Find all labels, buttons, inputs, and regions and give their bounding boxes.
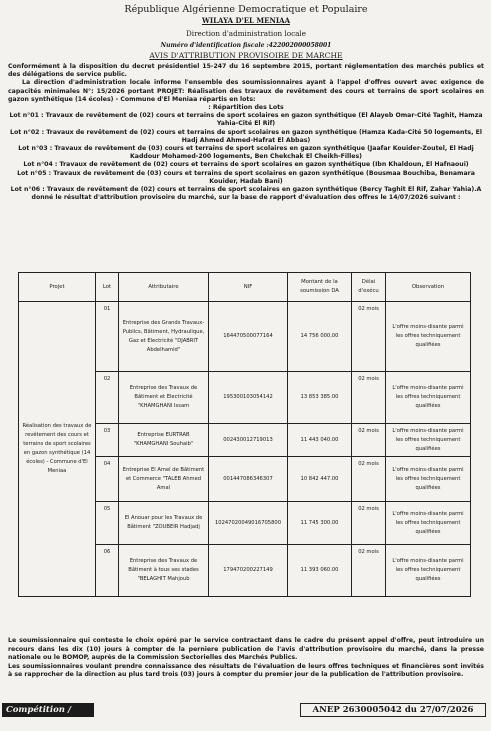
attributaire-cell: Entreprise des Travaux de Bâtiment et Electricité "KHAMGHANI Issam [119, 372, 209, 424]
attributaire-cell: Entreprise des Travaux de Bâtiment à tous ses stades "BELAGHIT Mahjoub [119, 545, 209, 597]
header-attributaire: Attributaire [119, 273, 209, 302]
attributaire-cell: Entreprise des Grands Travaux-Publics, Bâtiment, Hydraulique, Gaz et Electricité "DJABRIT Abdelhamid" [119, 302, 209, 372]
intro-paragraph-2: La direction d'administration locale informe l'ensemble des soumissionnaires ayant à l'appel d'offres ouvert avec exigence de capacités minimales N°: 15/2026 portant PROJET: Réalisation des travaux de revêtement des cours et terrains de sport scolaires en gazon synthétique (14 écoles) - Commune d'El Meniaa répartis en lots: [8, 79, 484, 103]
observation-cell: L'offre moins-disante parmi les offres techniquement qualifiées [386, 502, 471, 545]
intro-paragraph-1: Conformément à la disposition du decret présidentiel 15-247 du 16 septembre 2015, portant réglementation des marchés publics et des délégations de service public. [8, 63, 484, 79]
header-montant: Montant de la soumission DA [288, 273, 352, 302]
observation-cell: L'offre moins-disante parmi les offres techniquement qualifiées [386, 457, 471, 502]
montant-cell: 10 842 447.00 [288, 457, 352, 502]
attributaire-cell: Entreprise EURTRAB "KHAMGHANI Souhaib" [119, 424, 209, 457]
observation-cell: L'offre moins-disante parmi les offres techniquement qualifiées [386, 545, 471, 597]
nif-cell: 179470200227149 [209, 545, 288, 597]
observation-cell: L'offre moins-disante parmi les offres techniquement qualifiées [386, 424, 471, 457]
lot-item: Lot n°04 : Travaux de revêtement de (02) cours et terrains de sport scolaires en gazon synthétique (Ibn Khaldoun, El Hafnaoui) [23, 161, 469, 169]
montant-cell: 13 853 385.00 [288, 372, 352, 424]
direction-name: Direction d'administration locale [186, 29, 306, 38]
nif-cell: 10247020049016705800 [209, 502, 288, 545]
attribution-table [18, 272, 471, 597]
lot-item: Lot n°05 : Travaux de revêtement de (03) cours et terrains de sport scolaires en gazon synthétique (Bousmaa Bouchiba, Benamara Kouider, Hadab Bani) [17, 169, 475, 185]
lot-item: Lot n°01 : Travaux de revêtement de (02) cours et terrains de sport scolaires en gazon synthétique (El Alayeb Omar-Cité Taghit, Hamza Yahia-Cité El Rif) [9, 112, 483, 128]
attributaire-cell: Entreprise El Amel de Bâtiment et Commerce "TALEB Ahmed Amal [119, 457, 209, 502]
delai-cell: 02 mois [352, 424, 386, 457]
notice-title: AVIS D'ATTRIBUTION PROVISOIRE DE MARCHE [149, 51, 343, 60]
footer-paragraph-2: Les soumissionnaires voulant prendre connaissance des résultats de l'évaluation de leurs offres techniques et financières sont invités à se rapprocher de la direction au plus tard trois (03) jours à compter du premier jour de la publication de l'attribution provisoire. [8, 662, 484, 679]
nif-cell: 164470500077164 [209, 302, 288, 372]
header-nif: NIF [209, 273, 288, 302]
observation-cell: L'offre moins-disante parmi les offres techniquement qualifiées [386, 302, 471, 372]
lot-cell: 03 [96, 424, 119, 457]
footer-section [8, 637, 484, 680]
anep-reference: ANEP 2630005042 du 27/07/2026 [300, 703, 486, 717]
republic-title: République Algérienne Democratique et Populaire [124, 4, 368, 15]
delai-cell: 02 mois [352, 457, 386, 502]
lot-cell: 05 [96, 502, 119, 545]
notice-page [8, 4, 484, 202]
header-observation: Observation [386, 273, 471, 302]
footer-paragraph-1: Le soumissionnaire qui conteste le choix opéré par le service contractant dans le cadre du présent appel d'offre, peut introduire un recours dans les dix (10) jours à compter de la perniere publication de l'avis d'attribution provisoire du marché, dans la presse nationale ou le BOMOP, auprès de la Commission Sectorielles des Marchés Publics. [8, 637, 484, 662]
fiscal-id: Numéro d'identification fiscale :422002000058001 [160, 42, 332, 49]
header-lot: Lot [96, 273, 119, 302]
publication-tag: Compétition / PUB [2, 703, 94, 717]
delai-cell: 02 mois [352, 502, 386, 545]
lots-list [8, 112, 484, 202]
lots-heading: : Répartition des Lots [208, 104, 284, 112]
lot-cell: 04 [96, 457, 119, 502]
intro-section [8, 63, 484, 202]
nif-cell: 002430012719013 [209, 424, 288, 457]
lot-cell: 06 [96, 545, 119, 597]
wilaya-name: WILAYA D'EL MENIAA [201, 16, 291, 25]
lot-item: Lot n°03 : Travaux de revêtement de (03) cours et terrains de sport scolaires en gazon synthétique (Jaafar Kouider-Zoutel, El Hadj Kaddour Mohamed-200 logements, Ben Chekchak El Cheikh-Filles) [18, 145, 474, 161]
lot-item: Lot n°02 : Travaux de revêtement de (02) cours et terrains de sport scolaires en gazon synthétique (Hamza Kada-Cité 50 logements, El Hadj Ahmed Ahmed-Hafrat El Abbas) [10, 128, 482, 144]
attributaire-cell: El Anouar pour les Travaux de Bâtiment "ZOUBEIR Hadjadj [119, 502, 209, 545]
montant-cell: 11 745 300.00 [288, 502, 352, 545]
observation-cell: L'offre moins-disante parmi les offres techniquement qualifiées [386, 372, 471, 424]
delai-cell: 02 mois [352, 372, 386, 424]
nif-cell: 001447086346307 [209, 457, 288, 502]
montant-cell: 11 393 060.00 [288, 545, 352, 597]
lot-item: Lot n°06 : Travaux de revêtement de (02) cours et terrains de sport scolaires en gazon synthétique (Bercy Taghit El Rif, Zahar Yahia).A donné le résultat d'attribution provisoire du marché, sur la base de rapport d'évaluation des offres le 14/07/2026 suivant : [10, 186, 482, 202]
notice-header [8, 4, 484, 61]
table-header-row [19, 273, 471, 302]
header-delai: Délai d'exécu [352, 273, 386, 302]
project-cell: Réalisation des travaux de revêtement des cours et terrains de sport scolaires en gazon synthétique (14 écoles) - Commune d'El Meniaa [19, 302, 96, 597]
montant-cell: 14 756 000,00 [288, 302, 352, 372]
delai-cell: 02 mois [352, 545, 386, 597]
lot-cell: 02 [96, 372, 119, 424]
header-projet: Projet [19, 273, 96, 302]
lot-cell: 01 [96, 302, 119, 372]
montant-cell: 11 443 040.00 [288, 424, 352, 457]
nif-cell: 195300103054142 [209, 372, 288, 424]
table-row [19, 302, 471, 372]
delai-cell: 02 mois [352, 302, 386, 372]
